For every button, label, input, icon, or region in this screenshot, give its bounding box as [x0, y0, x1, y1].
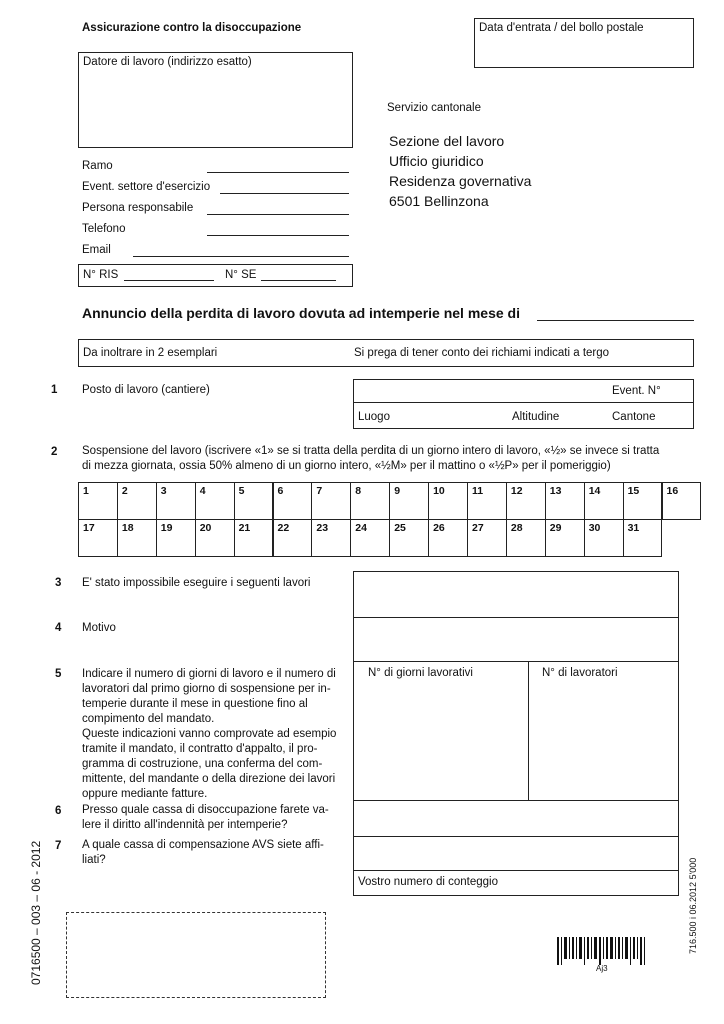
stamp-area[interactable]	[66, 912, 326, 998]
day-number: 8	[355, 485, 362, 497]
q5-line: Indicare il numero di giorni di lavoro e il numero di	[82, 668, 336, 680]
day-number: 20	[199, 522, 212, 534]
day-cell[interactable]	[545, 519, 585, 557]
day-cell[interactable]	[584, 482, 624, 520]
q6-line: Presso quale cassa di disoccupazione farete va-	[82, 804, 329, 816]
q5-line: tramite il mandato, il contratto d'appalto, il pro-	[82, 743, 318, 755]
day-cell[interactable]	[234, 482, 274, 520]
q2-line1: Sospensione del lavoro (iscrivere «1» se si tratta della perdita di un giorno intero di lavoro, «½» se invece si tratta	[82, 445, 660, 457]
q5-line: temperie durante il mese in questione fino al	[82, 698, 308, 710]
cassa-disoccupazione-input[interactable]	[354, 801, 678, 836]
insurance-title: Assicurazione contro la disoccupazione	[82, 22, 302, 34]
q1-label: Posto di lavoro (cantiere)	[82, 384, 210, 396]
day-cell[interactable]	[662, 482, 702, 520]
q3-label: E' stato impossibile eseguire i seguenti lavori	[82, 577, 311, 589]
day-cell[interactable]	[273, 519, 313, 557]
day-number: 28	[510, 522, 523, 534]
q7-text	[82, 838, 324, 868]
day-number: 19	[160, 522, 173, 534]
luogo-label: Luogo	[358, 411, 390, 423]
day-number: 4	[199, 485, 206, 497]
day-number: 25	[394, 522, 406, 534]
day-cell[interactable]	[78, 519, 118, 557]
day-number: 10	[433, 485, 445, 497]
ramo-field[interactable]	[207, 172, 349, 173]
day-number: 18	[121, 522, 134, 534]
q3-number: 3	[55, 577, 62, 589]
altitudine-label: Altitudine	[512, 411, 560, 423]
ramo-label: Ramo	[82, 160, 113, 172]
recipient-address	[389, 131, 531, 211]
q5-number: 5	[55, 668, 62, 680]
day-cell[interactable]	[273, 482, 313, 520]
day-number: 16	[666, 485, 679, 497]
day-cell[interactable]	[117, 482, 157, 520]
day-cell[interactable]	[506, 519, 546, 557]
day-cell[interactable]	[156, 519, 196, 557]
ris-se-box	[78, 264, 353, 287]
telefono-field[interactable]	[207, 235, 349, 236]
day-number: 21	[238, 522, 251, 534]
se-field[interactable]	[261, 280, 336, 281]
day-cell[interactable]	[389, 519, 429, 557]
day-number: 13	[549, 485, 562, 497]
day-cell[interactable]	[389, 482, 429, 520]
day-cell[interactable]	[311, 519, 351, 557]
day-number: 23	[316, 522, 329, 534]
day-cell[interactable]	[78, 482, 118, 520]
email-label: Email	[82, 244, 111, 256]
side-form-code: 0716500 – 003 – 06 - 2012	[29, 840, 43, 985]
day-cell[interactable]	[623, 519, 663, 557]
day-cell[interactable]	[428, 519, 468, 557]
q5-line: compimento del mandato.	[82, 713, 215, 725]
q7-number: 7	[55, 840, 62, 852]
telefono-label: Telefono	[82, 223, 126, 235]
address-line: Residenza governativa	[389, 173, 532, 189]
day-cell[interactable]	[350, 482, 390, 520]
notice-left: Da inoltrare in 2 esemplari	[83, 347, 218, 359]
day-cell[interactable]	[584, 519, 624, 557]
day-number: 29	[549, 522, 562, 534]
q7-line: A quale cassa di compensazione AVS siete affi-	[82, 839, 324, 851]
lavoratori-label[interactable]: N° di lavoratori	[542, 667, 618, 679]
q7-line: liati?	[82, 854, 106, 866]
settore-field[interactable]	[220, 193, 349, 194]
conteggio-label[interactable]: Vostro numero di conteggio	[358, 876, 499, 888]
month-field[interactable]	[537, 320, 694, 321]
barcode	[557, 937, 647, 965]
q5-line: gramma di costruzione, una conferma del com-	[82, 758, 323, 770]
divider-q5-columns	[528, 661, 529, 800]
q4-label: Motivo	[82, 622, 116, 634]
day-number: 31	[627, 522, 640, 534]
event-n-label: Event. N°	[612, 385, 661, 397]
day-cell[interactable]	[428, 482, 468, 520]
q4-number: 4	[55, 622, 62, 634]
address-line: Ufficio giuridico	[389, 153, 484, 169]
day-number: 15	[627, 485, 640, 497]
email-field[interactable]	[133, 256, 349, 257]
day-number: 9	[394, 485, 401, 497]
day-cell[interactable]	[506, 482, 546, 520]
persona-label: Persona responsabile	[82, 202, 194, 214]
settore-label: Event. settore d'esercizio	[82, 181, 211, 193]
employer-label: Datore di lavoro (indirizzo esatto)	[83, 56, 252, 68]
day-number: 5	[238, 485, 245, 497]
notice-right: Si prega di tener conto dei richiami indicati a tergo	[354, 347, 610, 359]
cantone-label: Cantone	[612, 411, 656, 423]
motivo-input[interactable]	[354, 618, 678, 661]
q6-number: 6	[55, 805, 62, 817]
day-cell[interactable]	[350, 519, 390, 557]
day-number: 12	[510, 485, 523, 497]
q2-number: 2	[51, 446, 58, 458]
ris-label: N° RIS	[83, 269, 119, 281]
day-number: 22	[277, 522, 290, 534]
q5-line: mittente, del mandante o della direzione dei lavori	[82, 773, 336, 785]
day-number: 11	[472, 485, 484, 497]
day-cell[interactable]	[117, 519, 157, 557]
day-cell[interactable]	[234, 519, 274, 557]
right-answer-box	[353, 571, 679, 896]
day-cell[interactable]	[195, 519, 235, 557]
q5-line: oppure mediante fatture.	[82, 788, 208, 800]
giorni-lavorativi-label[interactable]: N° di giorni lavorativi	[368, 667, 473, 679]
se-label: N° SE	[225, 269, 257, 281]
day-number: 26	[433, 522, 445, 534]
q1-worksite-box[interactable]	[353, 379, 694, 429]
day-number: 2	[121, 485, 128, 497]
day-cell[interactable]	[311, 482, 351, 520]
address-line: 6501 Bellinzona	[389, 193, 489, 209]
q1-number: 1	[51, 384, 58, 396]
date-stamp-label: Data d'entrata / del bollo postale	[479, 22, 644, 34]
day-number: 14	[588, 485, 601, 497]
q5-line: lavoratori dal primo giorno di sospensione per in-	[82, 683, 331, 695]
q6-line: lere il diritto all'indennità per intemperie?	[82, 819, 288, 831]
date-stamp-box[interactable]	[474, 18, 694, 68]
day-number: 7	[316, 485, 323, 497]
address-line: Sezione del lavoro	[389, 133, 505, 149]
day-number: 3	[160, 485, 167, 497]
divider-q4	[354, 661, 678, 662]
day-number: 1	[83, 485, 89, 497]
q2-line2: di mezza giornata, ossia 50% almeno di un giorno intero, «½M» per il mattino o «½P» per il pomeriggio)	[82, 460, 611, 472]
q6-text	[82, 803, 329, 833]
cantonal-service: Servizio cantonale	[387, 102, 481, 114]
day-number: 24	[355, 522, 367, 534]
day-cell[interactable]	[467, 482, 507, 520]
employer-address-box[interactable]	[78, 52, 353, 148]
lavori-input[interactable]	[354, 572, 678, 617]
day-number: 17	[83, 522, 95, 534]
q5-text	[82, 667, 352, 802]
day-cell[interactable]	[545, 482, 585, 520]
day-number: 6	[277, 485, 284, 497]
right-form-code: 716.500 i 06.2012 5'000	[688, 857, 698, 954]
q5-line: Queste indicazioni vanno comprovate ad esempio	[82, 728, 337, 740]
day-number: 30	[588, 522, 601, 534]
notice-box	[78, 339, 694, 367]
cassa-avs-input[interactable]	[354, 837, 678, 870]
day-cell[interactable]	[467, 519, 507, 557]
form-title: Annuncio della perdita di lavoro dovuta ad intemperie nel mese di	[82, 305, 520, 321]
ris-field[interactable]	[124, 280, 214, 281]
day-cell[interactable]	[623, 482, 663, 520]
divider-q7	[354, 870, 678, 871]
day-number: 27	[472, 522, 484, 534]
day-cell[interactable]	[195, 482, 235, 520]
persona-field[interactable]	[207, 214, 349, 215]
day-cell[interactable]	[156, 482, 196, 520]
barcode-label: Aj3	[596, 964, 608, 973]
q1-divider	[354, 402, 693, 403]
